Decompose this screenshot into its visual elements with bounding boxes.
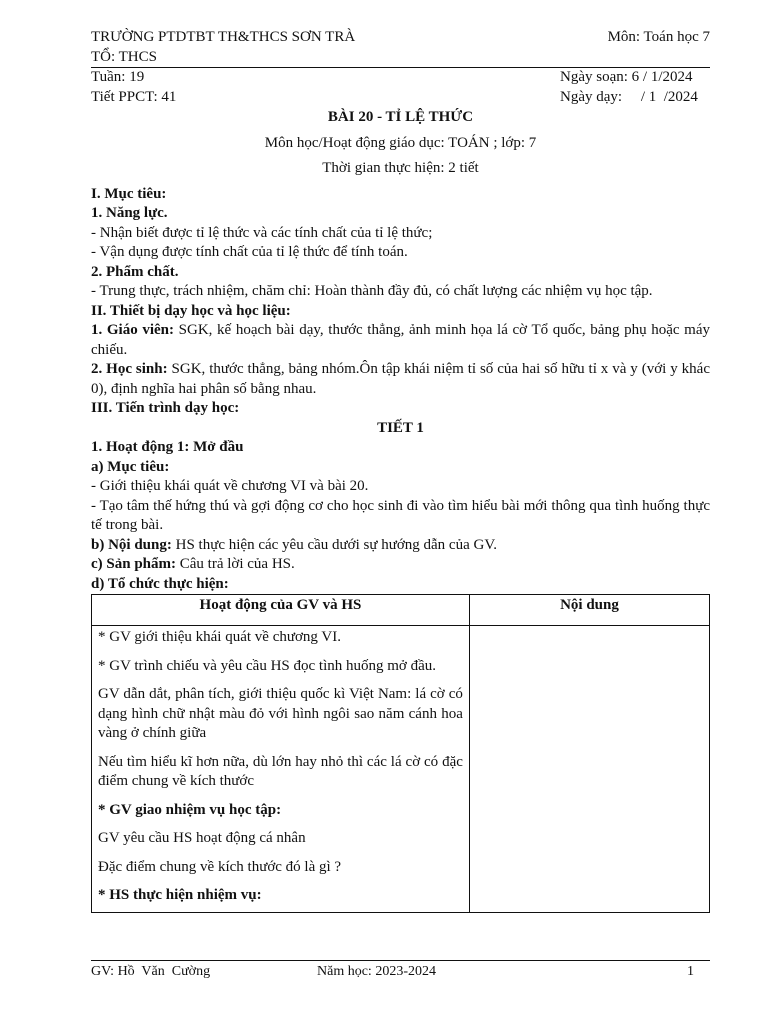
activity-paragraph: GV dẫn dắt, phân tích, giới thiệu quốc kì Việt Nam: lá cờ có dạng hình chữ nhật màu đỏ với hình ngôi sao năm cánh hoa vàng ở chính giữa bbox=[98, 686, 463, 741]
table-header-row bbox=[92, 595, 710, 626]
group-label: TỔ: THCS bbox=[91, 48, 157, 65]
activity-heading: 1. Hoạt động 1: Mở đầu bbox=[91, 439, 244, 455]
equipment-teacher bbox=[91, 321, 710, 360]
table-row bbox=[92, 626, 710, 913]
objectives-heading: I. Mục tiêu: bbox=[91, 185, 167, 202]
equipment-student bbox=[91, 360, 710, 399]
header-row-4 bbox=[91, 88, 710, 108]
activity-table bbox=[91, 594, 710, 913]
content-line bbox=[91, 536, 710, 556]
equipment-teacher-label: 1. Giáo viên: bbox=[91, 322, 175, 338]
content-cell bbox=[469, 626, 709, 913]
footer-teacher: GV: Hồ Văn Cường bbox=[91, 964, 211, 979]
content-label: b) Nội dung: bbox=[91, 536, 172, 553]
goal-item-2: - Tạo tâm thế hứng thú và gợi động cơ cho học sinh đi vào tìm hiểu bài mới thông qua tình huống thực tế trong bài. bbox=[91, 497, 710, 533]
footer-page-number: 1 bbox=[687, 964, 694, 979]
equipment-student-text: SGK, thước thẳng, bảng nhóm.Ôn tập khái niệm tỉ số của hai số hữu tỉ x và y (với y khác 0), định nghĩa hai phân số bằng nhau. bbox=[91, 361, 710, 397]
activity-paragraph: Nếu tìm hiểu kĩ hơn nữa, dù lớn hay nhỏ thì các lá cờ có đặc điểm chung về kích thước bbox=[98, 753, 463, 789]
quality-item-1: - Trung thực, trách nhiệm, chăm chỉ: Hoàn thành đầy đủ, có chất lượng các nhiệm vụ học tập. bbox=[91, 283, 653, 299]
lesson-subject-line: Môn học/Hoạt động giáo dục: TOÁN ; lớp: 7 bbox=[264, 134, 537, 151]
content-text: HS thực hiện các yêu cầu dưới sự hướng dẫn của GV. bbox=[171, 536, 497, 553]
process-heading: III. Tiến trình dạy học: bbox=[91, 400, 240, 416]
school-name: TRƯỜNG PTDTBT TH&THCS SƠN TRÀ bbox=[91, 29, 356, 45]
product-label: c) Sản phẩm: bbox=[91, 556, 177, 572]
goal-label: a) Mục tiêu: bbox=[91, 458, 170, 475]
activity-paragraph: * GV trình chiếu và yêu cầu HS đọc tình huống mở đầu. bbox=[98, 657, 437, 674]
prep-date: Ngày soạn: 6 / 1/2024 bbox=[560, 69, 693, 85]
competence-item-1: - Nhận biết được tỉ lệ thức và các tính chất của tỉ lệ thức; bbox=[91, 224, 433, 241]
equipment-heading: II. Thiết bị dạy học và học liệu: bbox=[91, 302, 291, 319]
equipment-student-label: 2. Học sinh: bbox=[91, 361, 168, 377]
footer-school-year: Năm học: 2023-2024 bbox=[317, 964, 436, 979]
lesson-title: BÀI 20 - TỈ LỆ THỨC bbox=[327, 109, 474, 125]
product-text: Câu trả lời của HS. bbox=[176, 556, 295, 572]
period-label: Tiết PPCT: 41 bbox=[91, 88, 177, 105]
organization-label: d) Tổ chức thực hiện: bbox=[91, 575, 229, 592]
equipment-teacher-text: SGK, kế hoạch bài dạy, thước thẳng, ảnh minh họa lá cờ Tổ quốc, bảng phụ hoặc máy chiếu. bbox=[91, 322, 710, 358]
header-row-2 bbox=[91, 48, 710, 69]
activities-cell bbox=[92, 626, 470, 913]
table-header-content: Nội dung bbox=[469, 595, 709, 626]
week-label: Tuần: 19 bbox=[91, 69, 145, 85]
activity-paragraph: Đặc điểm chung về kích thước đó là gì ? bbox=[98, 858, 342, 875]
lesson-duration: Thời gian thực hiện: 2 tiết bbox=[322, 160, 479, 176]
quality-heading: 2. Phẩm chất. bbox=[91, 263, 179, 280]
activity-paragraph: * GV giới thiệu khái quát về chương VI. bbox=[98, 629, 341, 645]
page-footer bbox=[91, 960, 710, 979]
product-line bbox=[91, 555, 710, 575]
competence-item-2: - Vận dụng được tính chất của tỉ lệ thức để tính toán. bbox=[91, 244, 408, 260]
period-title: TIẾT 1 bbox=[377, 419, 424, 436]
teach-date: Ngày dạy: / 1 /2024 bbox=[560, 88, 698, 105]
table-header-activities: Hoạt động của GV và HS bbox=[92, 595, 470, 626]
document-page bbox=[91, 28, 710, 913]
subject-label: Môn: Toán học 7 bbox=[607, 29, 710, 45]
activity-paragraph: GV yêu cầu HS hoạt động cá nhân bbox=[98, 830, 306, 846]
activity-paragraph: * GV giao nhiệm vụ học tập: bbox=[98, 801, 282, 818]
activity-paragraph: * HS thực hiện nhiệm vụ: bbox=[98, 887, 262, 903]
header-row-1 bbox=[91, 28, 710, 48]
competence-heading: 1. Năng lực. bbox=[91, 205, 168, 221]
goal-item-1: - Giới thiệu khái quát về chương VI và bài 20. bbox=[91, 478, 369, 494]
header-row-3 bbox=[91, 68, 710, 88]
